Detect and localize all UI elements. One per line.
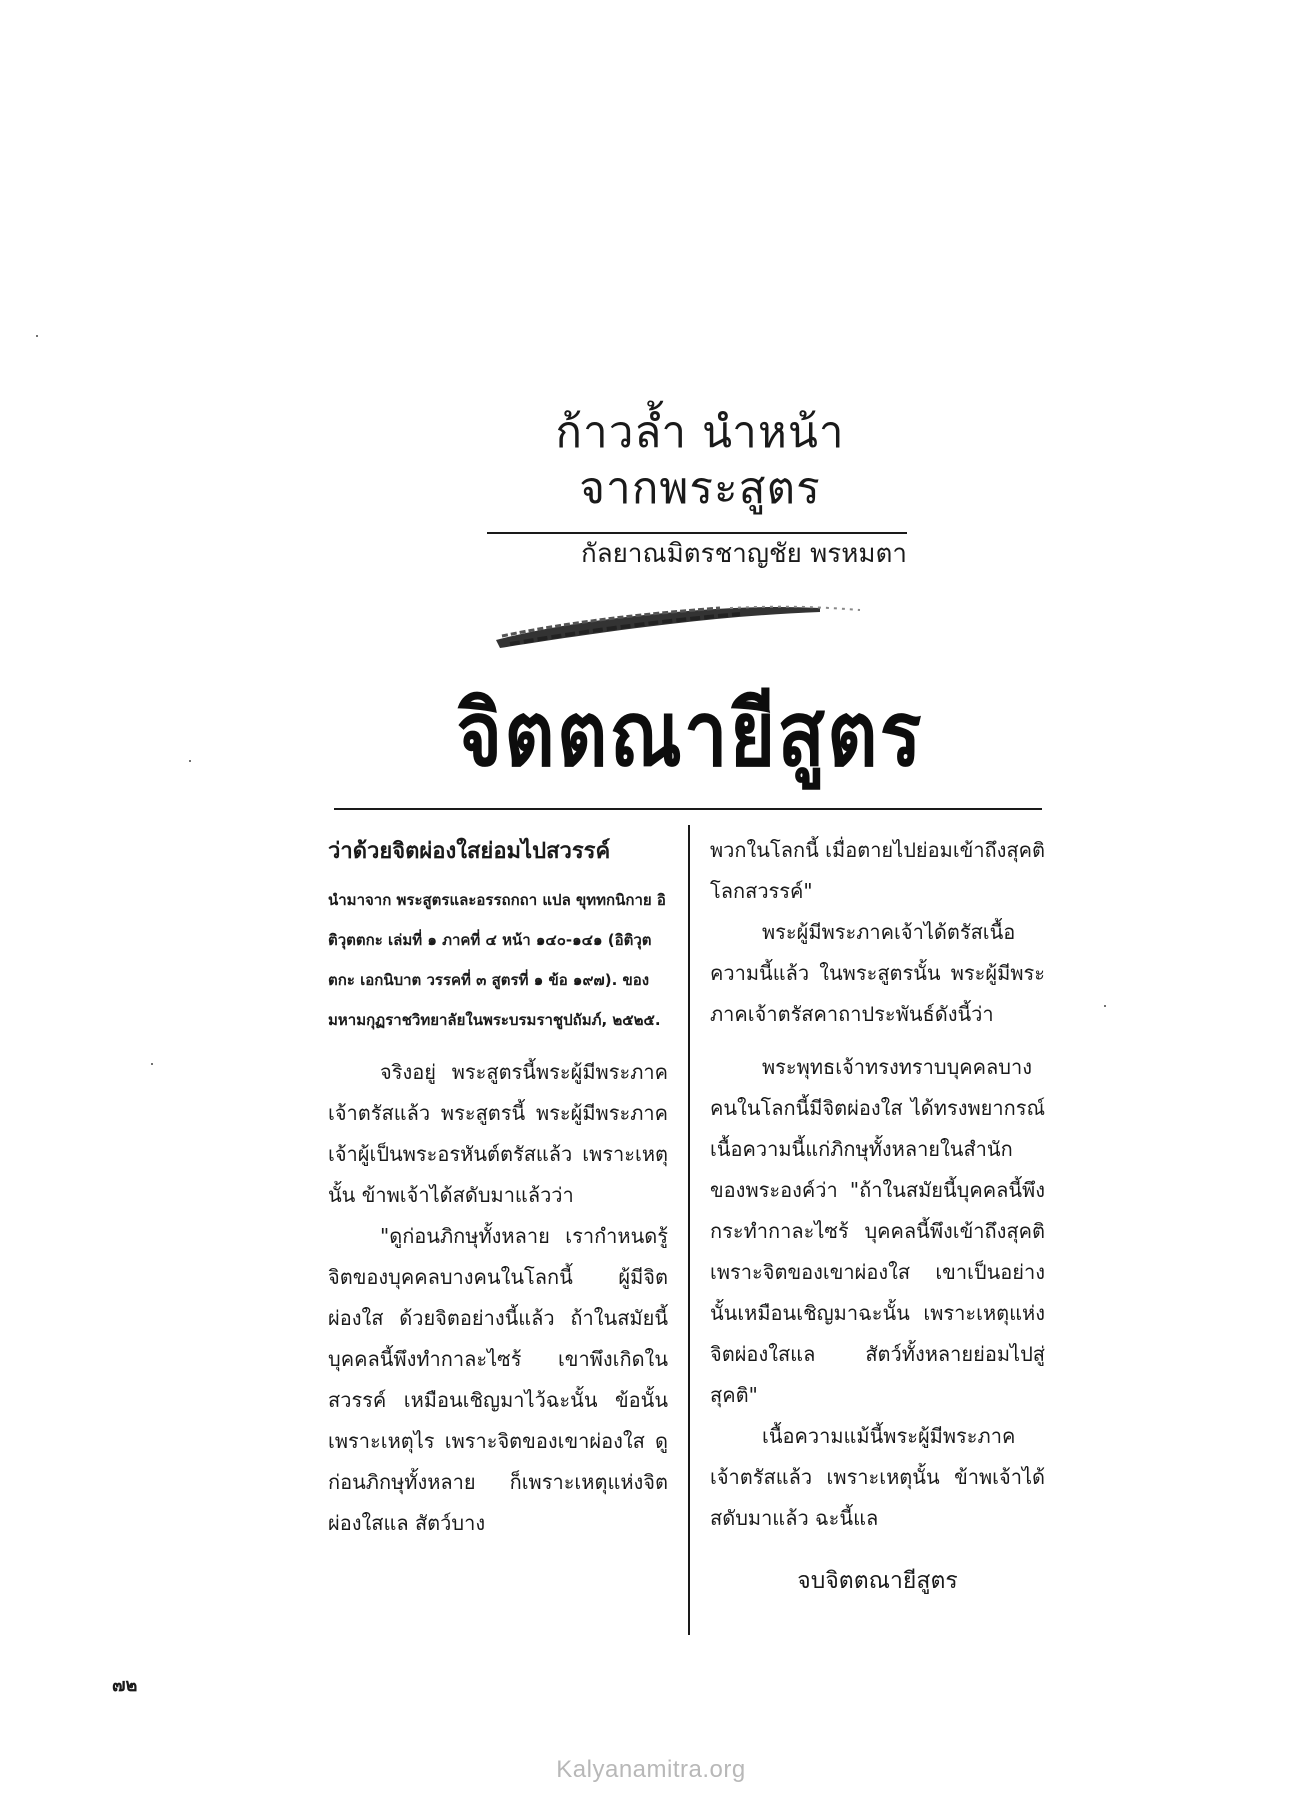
article-subheading: ว่าด้วยจิตผ่องใสย่อมไปสวรรค์ [328, 839, 611, 864]
scan-speck [36, 335, 38, 337]
article-title: จิตตณายีสูตร [456, 683, 924, 787]
scan-speck [1104, 1005, 1106, 1007]
body-paragraph: เนื้อความแม้นี้พระผู้มีพระภาคเจ้าตรัสแล้ว เพราะเหตุนั้น ข้าพเจ้าได้สดับมาแล้ว ฉะนี้แล [710, 1424, 1045, 1530]
body-paragraph: พวกในโลกนี้ เมื่อตายไปย่อมเข้าถึงสุคติโลกสวรรค์" [710, 838, 1045, 903]
page-number: ๗๒ [112, 1675, 138, 1696]
left-column [328, 830, 668, 1544]
source-citation: นำมาจาก พระสูตรและอรรถกถา แปล ขุททกนิกาย อิติวุตตกะ เล่มที่ ๑ ภาคที่ ๔ หน้า ๑๔๐-๑๔๑ (อิติวุตตกะ เอกนิบาต วรรคที่ ๓ สูตรที่ ๑ ข้อ ๑๙๗). ของ มหามกุฏราชวิทยาลัยในพระบรมราชูปถัมภ์, ๒๕๒๕. [328, 891, 666, 1029]
closing-line: จบจิตตณายีสูตร [797, 1568, 958, 1594]
column-divider [688, 825, 690, 1635]
series-title-line-1: ก้าวล้ำ นำหน้า [555, 407, 845, 458]
scan-speck [151, 1063, 153, 1065]
body-paragraph: พระผู้มีพระภาคเจ้าได้ตรัสเนื้อความนี้แล้ว ในพระสูตรนั้น พระผู้มีพระภาคเจ้าตรัสคาถาประพันธ์ดังนี้ว่า [710, 920, 1045, 1026]
body-paragraph: จริงอยู่ พระสูตรนี้พระผู้มีพระภาคเจ้าตรัสแล้ว พระสูตรนี้ พระผู้มีพระภาคเจ้าผู้เป็นพระอรหันต์ตรัสแล้ว เพราะเหตุนั้น ข้าพเจ้าได้สดับมาแล้วว่า [328, 1060, 668, 1207]
author-byline: กัลยาณมิตรชาญชัย พรหมตา [580, 539, 907, 569]
title-rule [334, 808, 1042, 810]
verse-paragraph: พระพุทธเจ้าทรงทราบบุคคลบางคนในโลกนี้มีจิตผ่องใส ได้ทรงพยากรณ์เนื้อความนี้แก่ภิกษุทั้งหลายในสำนักของพระองค์ว่า "ถ้าในสมัยนี้บุคคลนี้พึงกระทำกาละไซร้ บุคคลนี้พึงเข้าถึงสุคติ เพราะจิตของเขาผ่องใส เขาเป็นอย่างนั้นเหมือนเชิญมาฉะนั้น เพราะเหตุแห่งจิตผ่องใสแล สัตว์ทั้งหลายย่อมไปสู่สุคติ" [710, 1055, 1045, 1407]
scan-speck [189, 760, 191, 762]
brush-stroke-decoration [490, 596, 870, 656]
series-title-line-2: จากพระสูตร [579, 463, 821, 514]
site-watermark: Kalyanamitra.org [556, 1756, 746, 1783]
right-column [710, 830, 1045, 1602]
series-title [480, 405, 920, 517]
body-paragraph: "ดูก่อนภิกษุทั้งหลาย เรากำหนดรู้จิตของบุคคลบางคนในโลกนี้ ผู้มีจิตผ่องใส ด้วยจิตอย่างนี้แล้ว ถ้าในสมัยนี้ บุคคลนี้พึงทำกาละไซร้ เขาพึงเกิดในสวรรค์ เหมือนเชิญมาไว้ฉะนั้น ข้อนั้นเพราะเหตุไร เพราะจิตของเขาผ่องใส ดูก่อนภิกษุทั้งหลาย ก็เพราะเหตุแห่งจิตผ่องใสแล สัตว์บาง [328, 1224, 668, 1535]
